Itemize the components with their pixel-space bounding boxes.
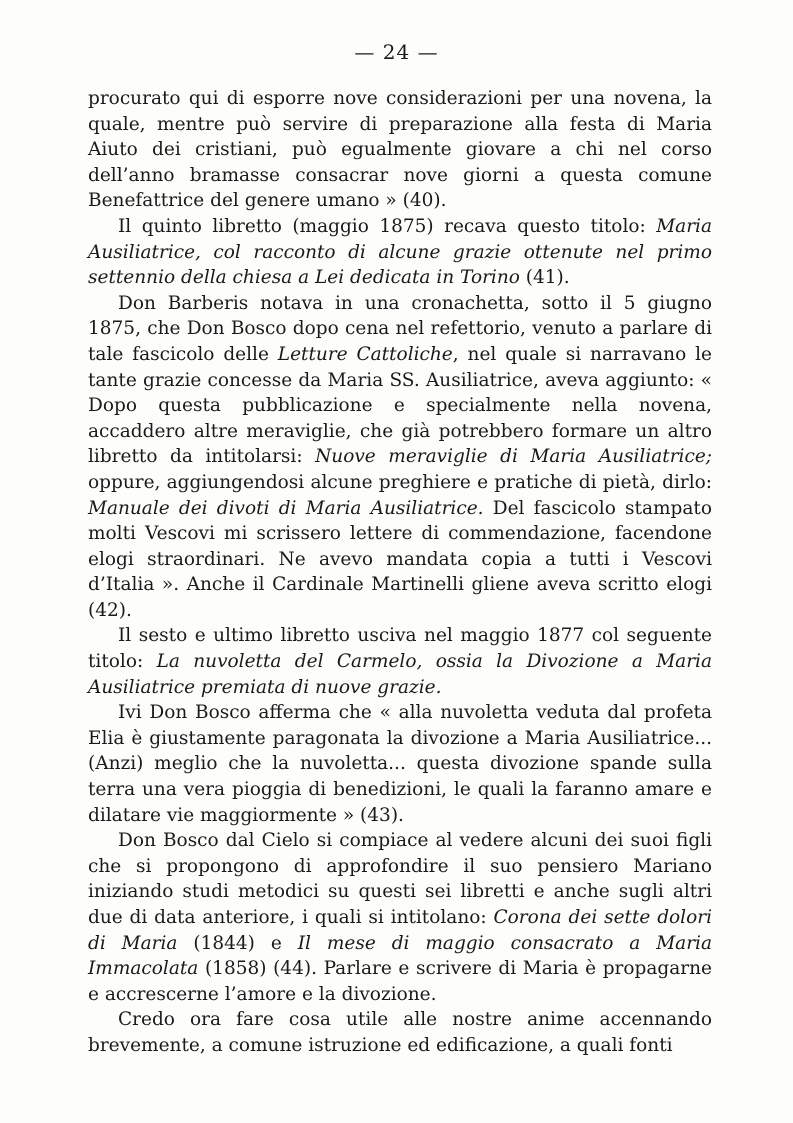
text-run: , nel quale si narravano le tante grazie concesse da Maria SS. Ausiliatrice, aveva aggiunto: « Dopo questa pubblicazione e specialmente nella novena, accaddero altre meraviglie, che già potrebbero formare un altro libretto da intitolarsi: [88, 343, 712, 468]
paragraph-7 [88, 1007, 712, 1058]
text-run: Credo ora fare cosa utile alle nostre anime accennando brevemente, a comune istruzione ed edificazione, a quali fonti [88, 1009, 712, 1056]
text-run: (41). [519, 267, 570, 289]
text-run: Il quinto libretto (maggio 1875) recava questo titolo: [118, 215, 657, 237]
italic-title: Corona dei sette dolori di Maria [88, 907, 712, 954]
italic-title: Letture Cattoliche [277, 343, 453, 365]
paragraph-2 [88, 214, 712, 291]
paragraph-1 [88, 86, 712, 214]
page-number: — 24 — [354, 40, 439, 64]
italic-title: Il mese di maggio consacrato a Maria Immacolata [88, 932, 712, 980]
paragraph-5 [88, 700, 712, 828]
text-run: Ivi Don Bosco afferma che « alla nuvoletta veduta dal profeta Elia è giustamente paragonata la divozione a Maria Ausiliatrice... (Anzi) meglio che la nuvoletta... questa divozione spande sulla terra una vera pioggia di benedizioni, le quali la faranno amare e dilatare vie maggiormente » (43). [88, 702, 712, 826]
paragraph-3 [88, 291, 712, 624]
paragraph-4 [88, 623, 712, 700]
text-run: (1844) e [177, 932, 298, 954]
text-run: oppure, aggiungendosi alcune preghiere e pratiche di pietà, dirlo: [88, 471, 712, 493]
body-text [88, 86, 712, 1059]
text-run: Del fascicolo stampato molti Vescovi mi scrissero lettere di commendazione, facendone elogi straordinari. Ne avevo mandata copia a tutti i Vescovi d’Italia ». Anche il Cardinale Martinelli gliene aveva scritto elogi (42). [88, 497, 712, 621]
italic-title: La nuvoletta del Carmelo, ossia la Divozione a Maria Ausiliatrice premiata di nuove grazie. [88, 651, 712, 698]
text-run: (1858) (44). Parlare e scrivere di Maria è propagarne e accrescerne l’amore e la divozione. [88, 958, 712, 1005]
italic-title: Nuove meraviglie di Maria Ausiliatrice; [315, 446, 712, 468]
text-run: Il sesto e ultimo libretto usciva nel maggio 1877 col seguente titolo: [88, 625, 712, 673]
italic-title: Manuale dei divoti di Maria Ausiliatrice. [88, 497, 484, 519]
text-run: Don Bosco dal Cielo si compiace al vedere alcuni dei suoi figli che si propongono di approfondire il suo pensiero Mariano iniziando studi metodici su questi sei libretti e anche sugli altri due di data anteriore, i quali si intitolano: [88, 830, 712, 928]
italic-title: Maria Ausiliatrice, col racconto di alcune grazie ottenute nel primo settennio della chiesa a Lei dedicata in Torino [88, 215, 712, 289]
paragraph-6 [88, 828, 712, 1007]
text-run: procurato qui di esporre nove considerazioni per una novena, la quale, mentre può servire di preparazione alla festa di Maria Aiuto dei cristiani, può egualmente giovare a chi nel corso dell’anno bramasse consacrar nove giorni a questa comune Benefattrice del genere umano » (40). [88, 88, 712, 212]
text-run: Don Barberis notava in una cronachetta, sotto il 5 giugno 1875, che Don Bosco dopo cena nel refettorio, venuto a parlare di tale fascicolo delle [88, 292, 712, 365]
